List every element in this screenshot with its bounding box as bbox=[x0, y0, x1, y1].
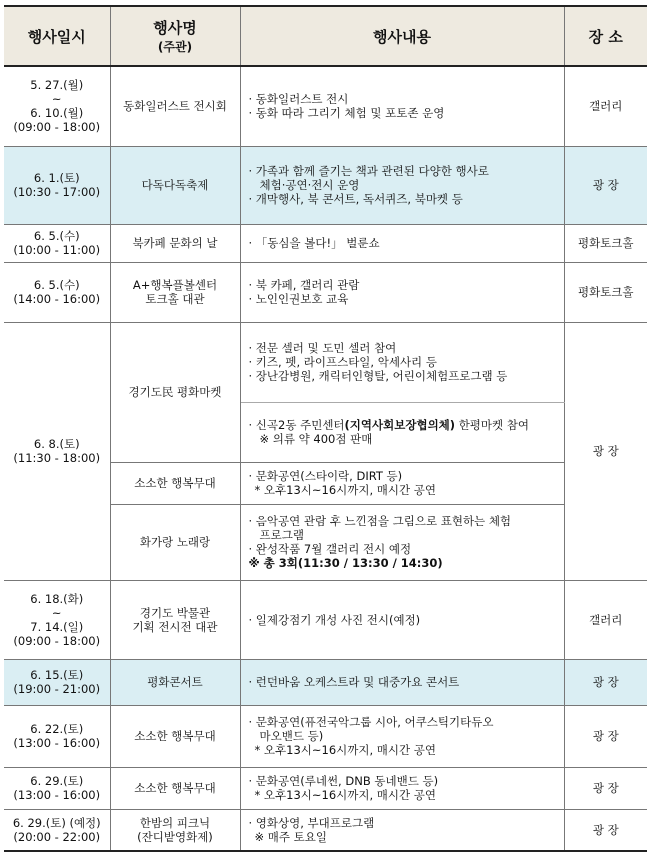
row-event-name bbox=[110, 767, 240, 809]
content-line: ※ 매주 토요일 bbox=[254, 829, 327, 844]
content-line: ※ 의류 약 400점 판매 bbox=[259, 432, 373, 446]
table-row bbox=[4, 146, 647, 224]
content-text: 한평마켓 참여 bbox=[455, 418, 530, 432]
date-line: (09:00 - 18:00) bbox=[13, 633, 101, 648]
row-date bbox=[4, 224, 110, 262]
content-line: 마오밴드 등) bbox=[259, 729, 324, 743]
header-date: 행사일시 bbox=[4, 6, 110, 66]
row-place: 광 장 bbox=[564, 146, 647, 224]
date-line: ~ bbox=[51, 92, 62, 107]
row-content bbox=[240, 66, 564, 146]
row-event-name bbox=[110, 504, 240, 580]
content-line: ※ 총 3회(11:30 / 13:30 / 14:30) bbox=[248, 556, 443, 570]
content-line bbox=[249, 418, 558, 432]
date-line: (10:30 - 17:00) bbox=[13, 185, 101, 199]
date-line: 6. 15.(토) bbox=[30, 668, 84, 682]
date-line: 6. 8.(토) bbox=[33, 437, 80, 451]
row-date bbox=[4, 146, 110, 224]
row-place: 광 장 bbox=[564, 322, 647, 580]
row-place: 광 장 bbox=[564, 659, 647, 705]
date-line: 6. 10.(월) bbox=[30, 106, 84, 121]
name-line: 토크홀 대관 bbox=[145, 292, 205, 306]
name-line: 경기도民 평화마켓 bbox=[128, 385, 222, 399]
content-line: · 동화 따라 그리기 체험 및 포토존 운영 bbox=[248, 106, 445, 121]
header-name-label: 행사명 bbox=[153, 19, 197, 37]
name-line: 소소한 행복무대 bbox=[134, 476, 216, 490]
table-header-row bbox=[4, 6, 647, 66]
date-line: 7. 14.(일) bbox=[30, 619, 84, 634]
header-content: 행사내용 bbox=[240, 6, 564, 66]
content-line: · 노인인권보호 교육 bbox=[248, 292, 349, 306]
row-content bbox=[240, 146, 564, 224]
row-place: 광 장 bbox=[564, 809, 647, 851]
content-line: * 오후13시~16시까지, 매시간 공연 bbox=[254, 483, 436, 497]
event-schedule-table bbox=[4, 5, 647, 852]
table-row bbox=[4, 580, 647, 659]
row-content bbox=[240, 322, 564, 402]
content-line: * 오후13시~16시까지, 매시간 공연 bbox=[254, 788, 436, 802]
content-line: · 문화공연(루네썬, DNB 동네밴드 등) bbox=[248, 774, 439, 788]
name-line: 북카페 문화의 날 bbox=[132, 236, 218, 250]
content-line: · 가족과 함께 즐기는 책과 관련된 다양한 행사로 bbox=[248, 164, 489, 178]
content-line: · 장난감병원, 캐릭터인형탈, 어린이체험프로그램 등 bbox=[248, 369, 508, 383]
table-row bbox=[4, 224, 647, 262]
content-line: · 완성작품 7월 갤러리 전시 예정 bbox=[248, 542, 412, 556]
row-date bbox=[4, 705, 110, 767]
date-line: 6. 22.(토) bbox=[30, 722, 84, 736]
row-date bbox=[4, 262, 110, 322]
table-row bbox=[4, 767, 647, 809]
header-name-sub: (주관) bbox=[157, 40, 193, 54]
date-line: 6. 1.(토) bbox=[33, 171, 80, 185]
name-line: 화가랑 노래랑 bbox=[139, 535, 211, 549]
row-date bbox=[4, 767, 110, 809]
table-row bbox=[4, 659, 647, 705]
name-line: 기획 전시전 대관 bbox=[132, 619, 218, 634]
table-row bbox=[4, 809, 647, 851]
row-date bbox=[4, 322, 110, 580]
row-event-name bbox=[110, 580, 240, 659]
name-line: 소소한 행복무대 bbox=[134, 729, 216, 743]
name-line: A+행복플볼센터 bbox=[132, 278, 218, 292]
table-row bbox=[4, 705, 647, 767]
date-line: (09:00 - 18:00) bbox=[13, 120, 101, 135]
row-date bbox=[4, 809, 110, 851]
name-line: 평화콘서트 bbox=[147, 675, 203, 689]
date-line: 6. 29.(토) bbox=[30, 774, 84, 788]
content-line: * 오후13시~16시까지, 매시간 공연 bbox=[254, 743, 436, 757]
date-line: 6. 5.(수) bbox=[33, 229, 80, 243]
content-line: · 전문 셀러 및 도민 셀러 참여 bbox=[248, 341, 397, 355]
row-content bbox=[240, 580, 564, 659]
content-bold-text: (지역사회보장협의체) bbox=[344, 418, 456, 432]
event-schedule-table-wrapper bbox=[4, 5, 647, 852]
content-line: · 런던바움 오케스트라 및 대중가요 콘서트 bbox=[248, 675, 460, 689]
row-place: 광 장 bbox=[564, 705, 647, 767]
row-event-name bbox=[110, 224, 240, 262]
row-event-name bbox=[110, 262, 240, 322]
row-event-name bbox=[110, 66, 240, 146]
name-line: 다독다독축제 bbox=[141, 178, 209, 192]
date-line: (14:00 - 16:00) bbox=[13, 292, 101, 306]
table-row bbox=[4, 262, 647, 322]
row-place: 갤러리 bbox=[564, 66, 647, 146]
content-text: · 신곡2동 주민센터 bbox=[248, 418, 345, 432]
content-line: · 문화공연(스타이락, DIRT 등) bbox=[248, 469, 403, 483]
row-event-name bbox=[110, 659, 240, 705]
date-line: 6. 29.(토) (예정) bbox=[12, 815, 101, 830]
row-content bbox=[240, 224, 564, 262]
date-line: 6. 5.(수) bbox=[33, 278, 80, 292]
date-line: (13:00 - 16:00) bbox=[13, 788, 101, 802]
row-content bbox=[240, 809, 564, 851]
row-event-name bbox=[110, 322, 240, 462]
row-place: 광 장 bbox=[564, 767, 647, 809]
row-event-name bbox=[110, 146, 240, 224]
date-line: (20:00 - 22:00) bbox=[13, 829, 101, 844]
date-line: 6. 18.(화) bbox=[30, 591, 84, 606]
row-date bbox=[4, 580, 110, 659]
name-line: 경기도 박물관 bbox=[139, 605, 211, 620]
name-line: 소소한 행복무대 bbox=[134, 781, 216, 795]
row-place: 갤러리 bbox=[564, 580, 647, 659]
name-line: 한밤의 피크닉 bbox=[139, 815, 211, 830]
content-line: · 「동심을 볼다!」 벌룬쇼 bbox=[248, 236, 380, 250]
row-date bbox=[4, 659, 110, 705]
row-content bbox=[240, 659, 564, 705]
table-row bbox=[4, 322, 647, 402]
content-line: · 개막행사, 북 콘서트, 독서퀴즈, 북마켓 등 bbox=[248, 192, 463, 206]
date-line: (11:30 - 18:00) bbox=[13, 451, 101, 465]
content-line: · 북 카페, 갤러리 관람 bbox=[248, 278, 360, 292]
date-line: ~ bbox=[51, 605, 62, 620]
header-name bbox=[110, 6, 240, 66]
content-line: 프로그램 bbox=[259, 528, 304, 542]
row-content bbox=[240, 262, 564, 322]
row-content bbox=[240, 402, 564, 462]
content-line: · 문화공연(퓨전국악그룹 시아, 어쿠스틱기타듀오 bbox=[248, 715, 494, 729]
row-content bbox=[240, 462, 564, 504]
date-line: (10:00 - 11:00) bbox=[13, 243, 101, 257]
row-event-name bbox=[110, 809, 240, 851]
content-line: · 키즈, 펫, 라이프스타일, 악세사리 등 bbox=[248, 355, 437, 369]
table-row bbox=[4, 66, 647, 146]
name-line: 동화일러스트 전시회 bbox=[123, 99, 227, 114]
date-line: (19:00 - 21:00) bbox=[13, 682, 101, 696]
date-line: 5. 27.(월) bbox=[30, 78, 84, 93]
content-line: 체험·공연·전시 운영 bbox=[259, 178, 360, 192]
header-place: 장 소 bbox=[564, 6, 647, 66]
content-line: · 영화상영, 부대프로그램 bbox=[248, 815, 375, 830]
content-line: · 동화일러스트 전시 bbox=[248, 92, 349, 107]
row-place: 평화토크홀 bbox=[564, 224, 647, 262]
row-content bbox=[240, 705, 564, 767]
name-line: (잔디밭영화제) bbox=[137, 829, 213, 844]
row-date bbox=[4, 66, 110, 146]
row-event-name bbox=[110, 705, 240, 767]
content-line: · 음악공연 관람 후 느낀점을 그림으로 표현하는 체험 bbox=[248, 514, 512, 528]
row-place: 평화토크홀 bbox=[564, 262, 647, 322]
row-content bbox=[240, 767, 564, 809]
row-event-name bbox=[110, 462, 240, 504]
content-line: · 일제강점기 개성 사진 전시(예정) bbox=[248, 612, 421, 627]
date-line: (13:00 - 16:00) bbox=[13, 736, 101, 750]
row-content bbox=[240, 504, 564, 580]
